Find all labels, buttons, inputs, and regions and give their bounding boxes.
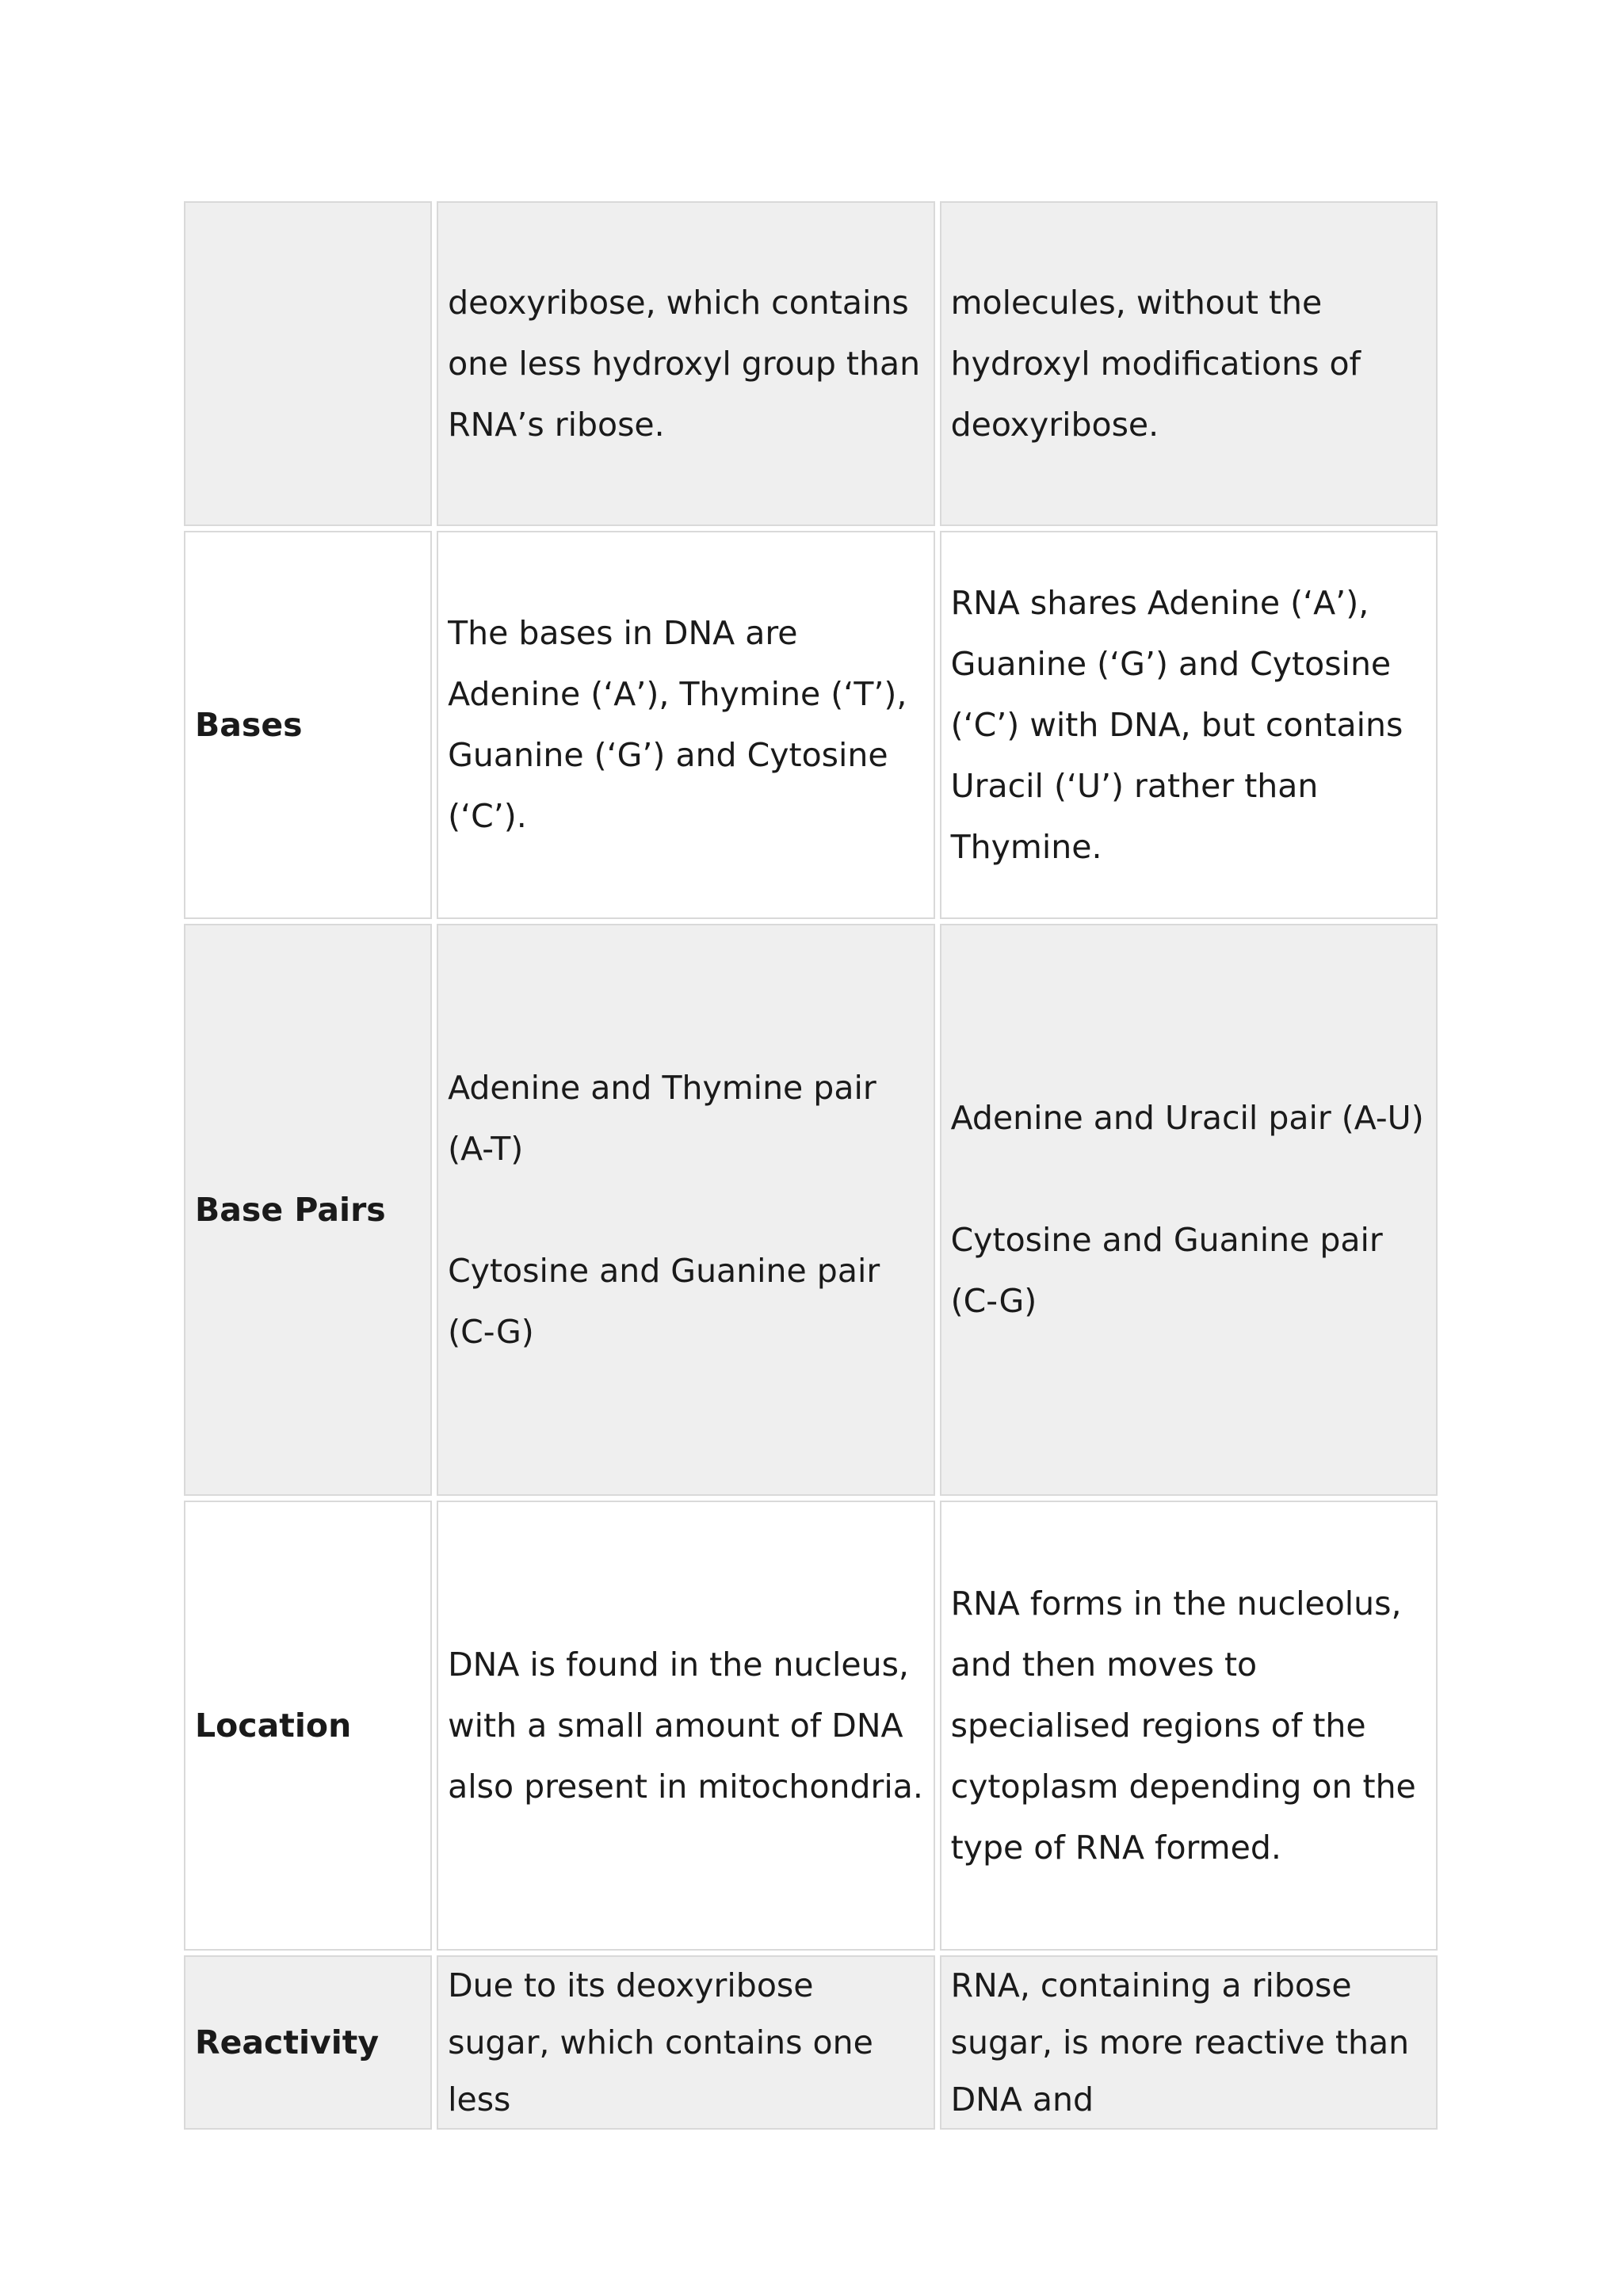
dna-cell [437,924,935,1496]
cell-text: deoxyribose, which contains one less hydroxyl group than RNA’s ribose. [448,283,921,444]
row-label: Base Pairs [184,924,432,1496]
rna-cell [940,531,1438,919]
rna-cell [940,924,1438,1496]
table-row-base-pairs [184,924,1438,1496]
paragraph-spacer [951,1149,1426,1210]
cell-text: RNA shares Adenine (‘A’), Guanine (‘G’) and Cytosine (‘C’) with DNA, but contains Uracil (‘U’) rather than Thymine. [950,583,1403,866]
paragraph-spacer [448,1180,924,1241]
cell-text: molecules, without the hydroxyl modifications of deoxyribose. [950,283,1361,444]
cell-text: DNA is found in the nucleus, with a small amount of DNA also present in mitochondria. [448,1645,923,1806]
table-row-location [184,1501,1438,1951]
table-row-bases [184,531,1438,919]
cell-text: Adenine and Uracil pair (A-U) [950,1099,1424,1137]
rna-cell [940,1955,1438,2130]
row-label: Reactivity [184,1955,432,2130]
rna-cell [940,1501,1438,1951]
cell-text: RNA, containing a ribose sugar, is more reactive than DNA and [950,1966,1410,2119]
dna-cell [437,1955,935,2130]
cell-text: Adenine and Thymine pair (A-T) [448,1068,876,1168]
row-label: Location [184,1501,432,1951]
rna-cell [940,201,1438,526]
table-row-sugar [184,201,1438,526]
dna-cell [437,201,935,526]
cell-text: Cytosine and Guanine pair (C-G) [448,1251,880,1351]
row-label [184,201,432,526]
dna-cell [437,531,935,919]
dna-cell [437,1501,935,1951]
table-row-reactivity [184,1955,1438,2130]
dna-rna-comparison-table [179,196,1442,2134]
cell-text: The bases in DNA are Adenine (‘A’), Thymine (‘T’), Guanine (‘G’) and Cytosine (‘C’). [448,614,907,835]
row-label: Bases [184,531,432,919]
cell-text: Cytosine and Guanine pair (C-G) [950,1221,1383,1320]
cell-text: Due to its deoxyribose sugar, which contains one less [448,1966,873,2119]
cell-text: RNA forms in the nucleolus, and then moves to specialised regions of the cytoplasm depending on the type of RNA formed. [950,1584,1416,1867]
